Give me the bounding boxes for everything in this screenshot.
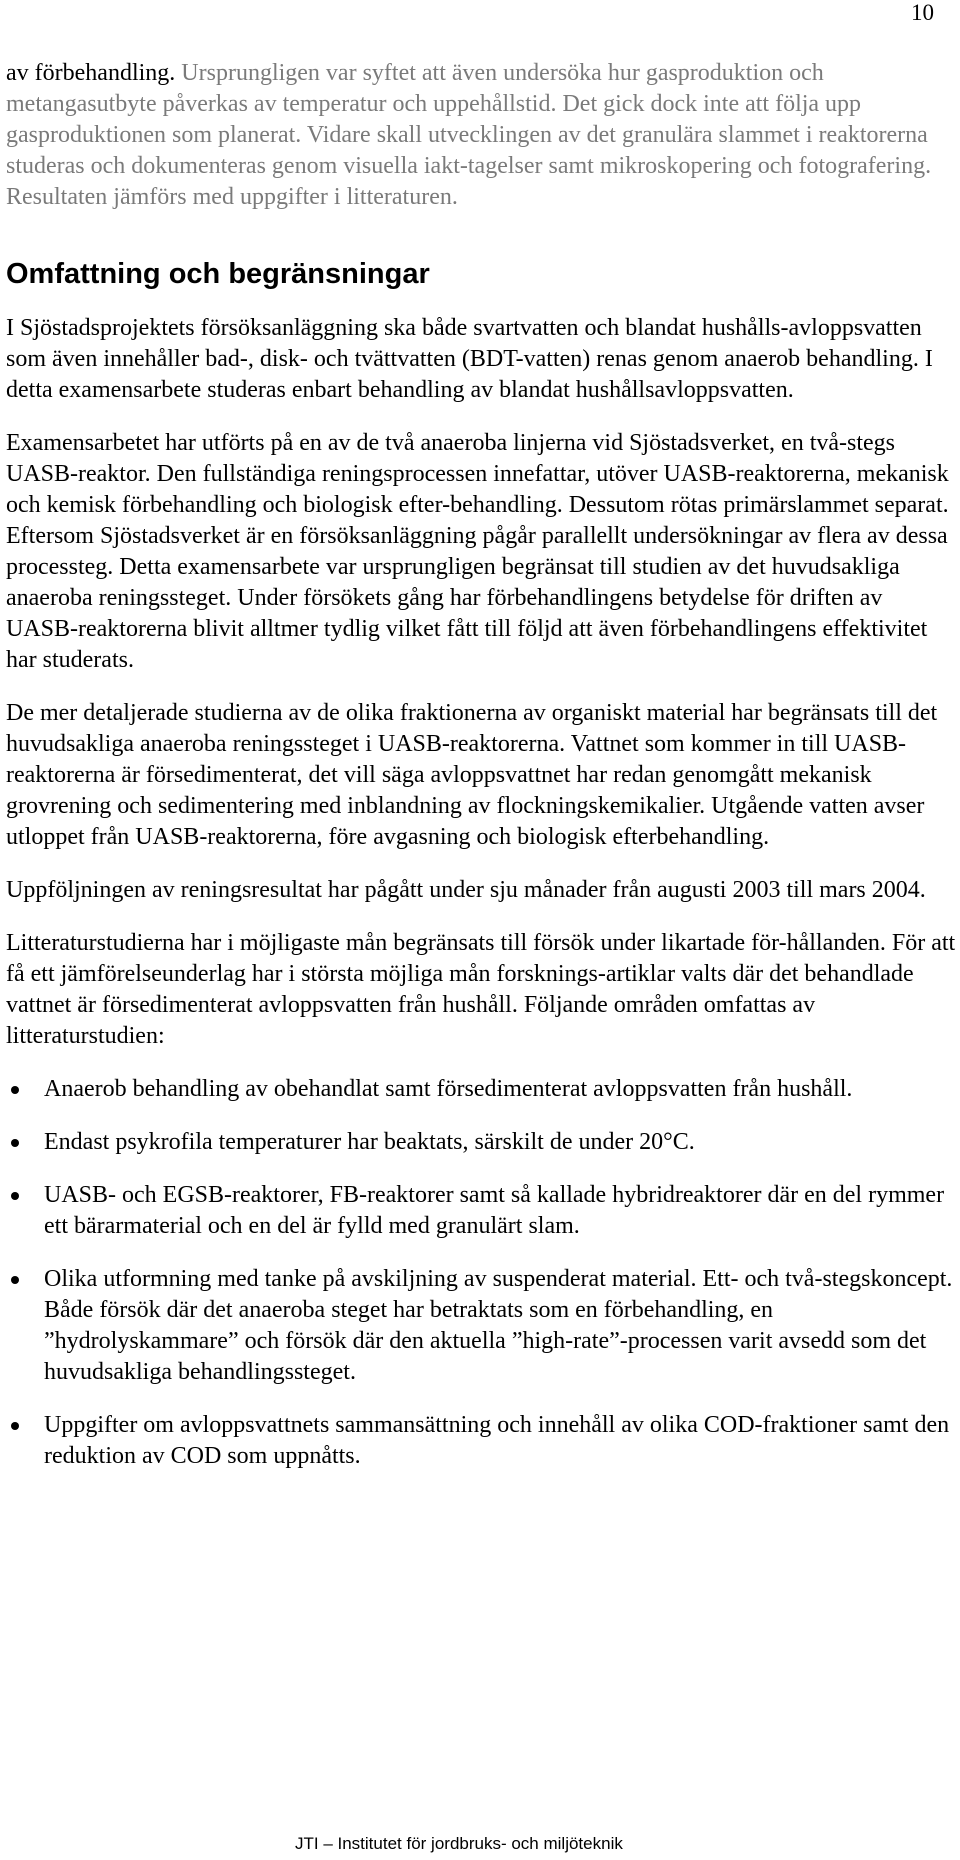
paragraph-fractions: De mer detaljerade studierna av de olika fraktionerna av organiskt material har begränsats till det huvudsakliga anaeroba reningssteget i UASB-reaktorerna. Vattnet som kommer in till UASB-reaktorerna är försedimenterat, det vill säga avloppsvattnet har redan genomgått mekanisk grovrening och sedimentering med inblandning av flockningskemikalier. Utgående vatten avser utloppet från UASB-reaktorerna, före avgasning och biologisk efterbehandling. bbox=[6, 700, 938, 850]
intro-text-part1: av förbehandling. bbox=[6, 60, 176, 86]
paragraph-uasb: Examensarbetet har utförts på en av de två anaeroba linjerna vid Sjöstadsverket, en två-stegs UASB-reaktor. Den fullständiga reningsprocessen innefattar, utöver UASB-reaktorerna, mekanisk och kemisk förbehandling och biologisk efter-behandling. Dessutom rötas primärslammet separat. Eftersom Sjöstadsverket är en försöksanläggning pågår parallellt undersökningar av flera av dessa processteg. Detta examensarbete var ursprungligen begränsat till studien av det huvudsakliga anaeroba reningssteget. Under försökets gång har förbehandlingens betydelse för driften av UASB-reaktorerna blivit alltmer tydlig vilket fått till följd att även förbehandlingens effektivitet har studerats. bbox=[6, 430, 949, 673]
page-footer: JTI – Institutet för jordbruks- och miljöteknik bbox=[295, 1834, 623, 1853]
list-item bbox=[6, 1410, 956, 1472]
list-item bbox=[6, 1074, 956, 1105]
paragraph-scope: I Sjöstadsprojektets försöksanläggning ska både svartvatten och blandat hushålls-avloppsvatten som även innehåller bad-, disk- och tvättvatten (BDT-vatten) renas genom anaerob behandling. I detta examensarbete studeras enbart behandling av blandat hushållsavloppsvatten. bbox=[6, 315, 933, 403]
literature-bullet-list bbox=[6, 1074, 956, 1472]
bullet-text: Endast psykrofila temperaturer har beaktats, särskilt de under 20°C. bbox=[44, 1129, 695, 1155]
bullet-icon bbox=[11, 1276, 19, 1284]
intro-paragraph bbox=[6, 58, 956, 213]
bullet-text: Olika utformning med tanke på avskiljning av suspenderat material. Ett- och två-stegskoncept. Både försök där det anaeroba steget har betraktats som en förbehandling, en ”hydrolyskammare” och försök där den aktuella ”high-rate”-processen varit avsedd som det huvudsakliga behandlingssteget. bbox=[44, 1266, 953, 1385]
document-body bbox=[6, 58, 956, 1494]
bullet-icon bbox=[11, 1139, 19, 1147]
bullet-icon bbox=[11, 1192, 19, 1200]
page-number: 10 bbox=[911, 0, 934, 25]
section-heading: Omfattning och begränsningar bbox=[6, 258, 430, 290]
bullet-icon bbox=[11, 1422, 19, 1430]
intro-text-part3: Vidare skall utvecklingen av det granulära slammet i reaktorerna studeras och dokumenteras genom visuella iakt-tagelser samt mikroskopering och fotografering. Resultaten jämförs med uppgifter i litteraturen. bbox=[6, 122, 932, 210]
list-item bbox=[6, 1127, 956, 1158]
list-item bbox=[6, 1180, 956, 1242]
bullet-text: UASB- och EGSB-reaktorer, FB-reaktorer samt så kallade hybridreaktorer där en del rymmer ett bärarmaterial och en del är fylld med granulärt slam. bbox=[44, 1182, 945, 1239]
intro-text-part2: Ursprungligen var syftet att även undersöka hur gasproduktion och metangasutbyte påverkas av temperatur och uppehållstid. Det gick dock inte att följa upp gasproduktionen som planerat. bbox=[6, 60, 862, 148]
bullet-text: Uppgifter om avloppsvattnets sammansättning och innehåll av olika COD-fraktioner samt den reduktion av COD som uppnåtts. bbox=[44, 1412, 950, 1469]
bullet-text: Anaerob behandling av obehandlat samt försedimenterat avloppsvatten från hushåll. bbox=[44, 1076, 853, 1102]
bullet-icon bbox=[11, 1086, 19, 1094]
list-item bbox=[6, 1264, 956, 1388]
paragraph-followup: Uppföljningen av reningsresultat har pågått under sju månader från augusti 2003 till mars 2004. bbox=[6, 877, 926, 903]
paragraph-literature: Litteraturstudierna har i möjligaste mån begränsats till försök under likartade för-hållanden. För att få ett jämförelseunderlag har i största möjliga mån forsknings-artiklar valts där det behandlade vattnet är försedimenterat avloppsvatten från hushåll. Följande områden omfattas av litteraturstudien: bbox=[6, 930, 956, 1049]
